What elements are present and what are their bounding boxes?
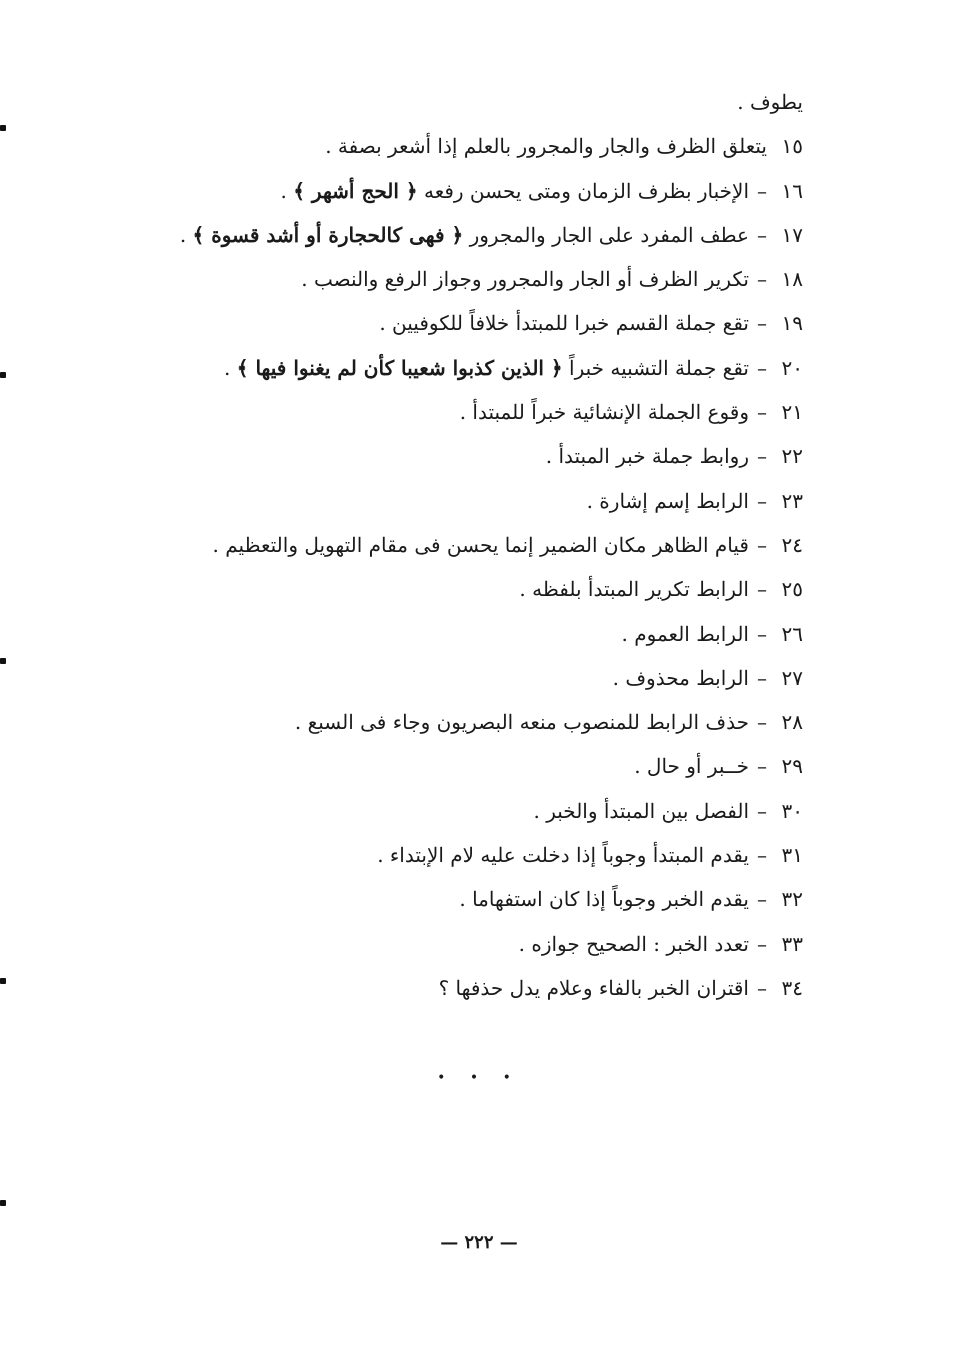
- item-number: ٣٤: [781, 975, 803, 1000]
- content-list: [103, 80, 803, 1010]
- item-quote: ﴿ فهى كالحجارة أو أشد قسوة ﴾: [192, 222, 464, 247]
- item-text: اقتران الخبر بالفاء وعلام يدل حذفها ؟: [438, 975, 749, 1000]
- item-text: عطف المفرد على الجار والمجرور: [469, 222, 749, 247]
- page-number: — ٢٢٢ —: [440, 1232, 518, 1253]
- list-item: [103, 434, 803, 478]
- margin-mark: [0, 372, 6, 378]
- item-dash: –: [757, 311, 767, 336]
- item-number: ٣٠: [781, 798, 803, 823]
- list-item: [103, 257, 803, 301]
- item-text: تقع جملة القسم خبرا للمبتدأ خلافاً للكوفيين .: [379, 311, 749, 336]
- item-text: حذف الرابط للمنصوب منعه البصريون وجاء فى السبع .: [294, 710, 749, 735]
- continuation-line: يطوف .: [737, 90, 803, 114]
- list-item: [103, 966, 803, 1010]
- item-text: الرابط محذوف .: [612, 665, 749, 690]
- item-text: خــبر أو حال .: [634, 754, 749, 779]
- list-item: [103, 523, 803, 567]
- list-item: [103, 567, 803, 611]
- list-item: [103, 700, 803, 744]
- list-item: [103, 169, 803, 213]
- item-number: ١٥: [781, 134, 803, 159]
- item-number: ٢٣: [781, 488, 803, 513]
- item-dash: –: [757, 488, 767, 513]
- item-dash: –: [757, 798, 767, 823]
- item-text: الإخبار بظرف الزمان ومتى يحسن رفعه: [423, 178, 749, 203]
- list-item: [103, 656, 803, 700]
- item-tail: .: [179, 222, 187, 247]
- item-number: ٢٦: [781, 621, 803, 646]
- item-number: ٣٣: [781, 931, 803, 956]
- item-dash: –: [757, 621, 767, 646]
- item-text: تكرير الظرف أو الجار والمجرور وجواز الرفع والنصب .: [301, 267, 749, 292]
- list-item: [103, 479, 803, 523]
- item-dash: –: [757, 400, 767, 425]
- item-text: الفصل بين المبتدأ والخبر .: [533, 798, 749, 823]
- item-dash: –: [757, 843, 767, 868]
- item-text: الرابط العموم .: [621, 621, 749, 646]
- item-dash: –: [757, 577, 767, 602]
- item-dash: –: [757, 754, 767, 779]
- item-dash: –: [757, 222, 767, 247]
- item-text: وقوع الجملة الإنشائية خبراً للمبتدأ .: [459, 400, 749, 425]
- item-number: ٢٥: [781, 577, 803, 602]
- item-text: تقع جملة التشبيه خبراً: [569, 355, 749, 380]
- margin-mark: [0, 658, 6, 664]
- item-quote: ﴿ الحج أشهر ﴾: [293, 178, 418, 203]
- item-number: ١٨: [781, 267, 803, 292]
- item-dash: –: [757, 267, 767, 292]
- list-item: [103, 789, 803, 833]
- item-text: الرابط إسم إشارة .: [586, 488, 749, 513]
- list-item: [103, 833, 803, 877]
- item-text: روابط جملة خبر المبتدأ .: [545, 444, 749, 469]
- item-text: قيام الظاهر مكان الضمير إنما يحسن فى مقام التهويل والتعظيم .: [212, 532, 749, 557]
- item-dash: –: [757, 355, 767, 380]
- item-quote: ﴿ الذين كذبوا شعيبا كأن لم يغنوا فيها ﴾: [236, 355, 563, 380]
- item-dash: –: [757, 665, 767, 690]
- item-dash: –: [757, 532, 767, 557]
- item-dash: –: [757, 178, 767, 203]
- section-ornament: • • •: [437, 1070, 521, 1086]
- margin-mark: [0, 1200, 6, 1206]
- item-number: ١٩: [781, 311, 803, 336]
- list-item: [103, 744, 803, 788]
- list-item: [103, 124, 803, 168]
- item-text: يقدم المبتدأ وجوباً إذا دخلت عليه لام الإبتداء .: [377, 843, 749, 868]
- list-item: [103, 922, 803, 966]
- item-number: ٢٧: [781, 665, 803, 690]
- list-item: [103, 346, 803, 390]
- item-text: يقدم الخبر وجوباً إذا كان استفهاما .: [459, 887, 749, 912]
- list-item: [103, 612, 803, 656]
- item-number: ٣٢: [781, 887, 803, 912]
- item-number: ٢٩: [781, 754, 803, 779]
- list-item: [103, 213, 803, 257]
- item-number: ٢٨: [781, 710, 803, 735]
- item-tail: .: [224, 355, 231, 380]
- list-item: [103, 390, 803, 434]
- item-number: ٢٢: [781, 444, 803, 469]
- item-number: ٢١: [781, 400, 803, 425]
- item-number: ١٦: [781, 178, 803, 203]
- item-number: ١٧: [781, 222, 803, 247]
- item-dash: –: [757, 887, 767, 912]
- margin-mark: [0, 125, 6, 131]
- item-text: يتعلق الظرف والجار والمجرور بالعلم إذا أشعر بصفة .: [325, 134, 767, 159]
- item-dash: –: [757, 444, 767, 469]
- item-text: الرابط تكرير المبتدأ بلفظه .: [519, 577, 749, 602]
- item-dash: –: [757, 710, 767, 735]
- item-tail: .: [280, 178, 287, 203]
- list-item: [103, 877, 803, 921]
- list-item: [103, 301, 803, 345]
- item-number: ٢٤: [781, 532, 803, 557]
- item-text: تعدد الخبر : الصحيح جوازه .: [518, 931, 749, 956]
- item-number: ٣١: [781, 843, 803, 868]
- item-dash: –: [757, 931, 767, 956]
- margin-mark: [0, 978, 6, 984]
- item-number: ٢٠: [781, 355, 803, 380]
- item-dash: –: [757, 975, 767, 1000]
